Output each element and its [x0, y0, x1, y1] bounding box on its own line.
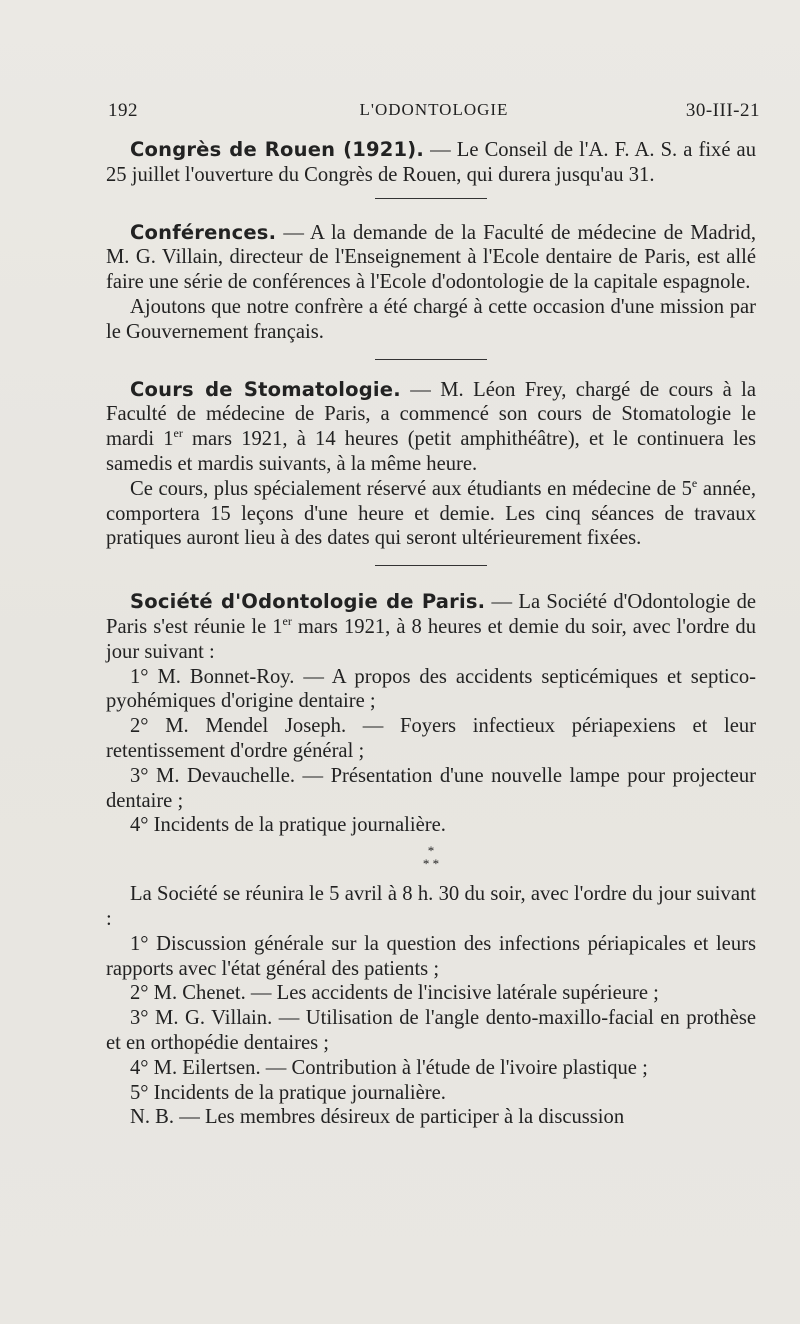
section-text: mars 1921, à 14 heures (petit amphithéâtre), et le continuera les samedis et mardis suivants, à la même heure.: [106, 428, 757, 475]
agenda-item: 1° M. Bonnet-Roy. — A propos des accidents septicémiques et septico-pyohémiques d'origine dentaire ;: [106, 665, 756, 713]
section-conferences: [106, 221, 756, 295]
section-paragraph: Ajoutons que notre confrère a été chargé à cette occasion d'une mission par le Gouvernement français.: [106, 295, 756, 343]
section-heading: Cours de Stomatologie.: [130, 377, 401, 401]
journal-title: L'ODONTOLOGIE: [359, 100, 509, 119]
agenda-item: 3° M. G. Villain. — Utilisation de l'angle dento-maxillo-facial en prothèse et en orthopédie dentaires ;: [106, 1007, 756, 1054]
superscript: e: [691, 475, 698, 490]
page-header: [108, 100, 760, 130]
superscript: er: [282, 614, 292, 629]
superscript: er: [173, 426, 183, 441]
section-text: — La Société d'Odontologie de Paris s'est réunie le 1: [106, 591, 757, 638]
section-stomatologie: [106, 378, 756, 477]
section-text: — A la demande de la Faculté de médecine de Madrid, M. G. Villain, directeur de l'Enseignement à l'Ecole dentaire de Paris, est allé faire une série de conférences à l'Ecole d'odontologie de la capitale espagnole.: [106, 221, 756, 294]
section-heading: Conférences.: [130, 220, 277, 244]
agenda-item: 4° M. Eilertsen. — Contribution à l'étude de l'ivoire plastique ;: [130, 1056, 648, 1079]
nota-bene: N. B. — Les membres désireux de participer à la discussion: [130, 1106, 625, 1129]
agenda-item: 1° Discussion générale sur la question des infections périapicales et leurs rapports avec l'état général des patients ;: [106, 932, 756, 980]
section-heading: Société d'Odontologie de Paris.: [130, 590, 486, 614]
agenda-item: 3° M. Devauchelle. — Présentation d'une nouvelle lampe pour projecteur dentaire ;: [106, 764, 756, 812]
section-rouen: [106, 138, 756, 188]
section-heading: Congrès de Rouen (1921).: [130, 138, 425, 161]
section-text: — M. Léon Frey, chargé de cours à la Faculté de médecine de Paris, a commencé son cours de Stomatologie le mardi 1: [106, 378, 757, 451]
issue-date: 30-III-21: [685, 100, 760, 121]
paragraph-text: année, comportera 15 leçons d'une heure et demie. Les cinq séances de travaux pratiques auront lieu à des dates qui seront ultérieurement fixées.: [106, 477, 756, 550]
agenda-item: 2° M. Chenet. — Les accidents de l'incisive latérale supérieure ;: [130, 982, 659, 1005]
asterism: [106, 844, 756, 870]
article-body: [106, 138, 756, 1130]
agenda-item: 5° Incidents de la pratique journalière.: [130, 1081, 446, 1104]
section-text: mars 1921, à 8 heures et demie du soir, avec l'ordre du jour suivant :: [106, 615, 757, 663]
section-text: — Le Conseil de l'A. F. A. S. a fixé au 25 juillet l'ouverture du Congrès de Rouen, qui durera jusqu'au 31.: [106, 139, 756, 186]
agenda-item: 2° M. Mendel Joseph. — Foyers infectieux périapexiens et leur retentissement d'ordre général ;: [106, 715, 756, 762]
asterism-top: *: [427, 843, 435, 859]
page-number: 192: [108, 100, 138, 121]
paragraph-text: Ce cours, plus spécialement réservé aux étudiants en médecine de 5: [130, 477, 692, 500]
agenda-item: 4° Incidents de la pratique journalière.: [130, 814, 446, 837]
asterism-bottom: * *: [422, 856, 440, 872]
section-societe: [106, 590, 756, 664]
section-paragraph: La Société se réunira le 5 avril à 8 h. 30 du soir, avec l'ordre du jour suivant :: [106, 883, 756, 930]
section-paragraph: [106, 477, 756, 551]
